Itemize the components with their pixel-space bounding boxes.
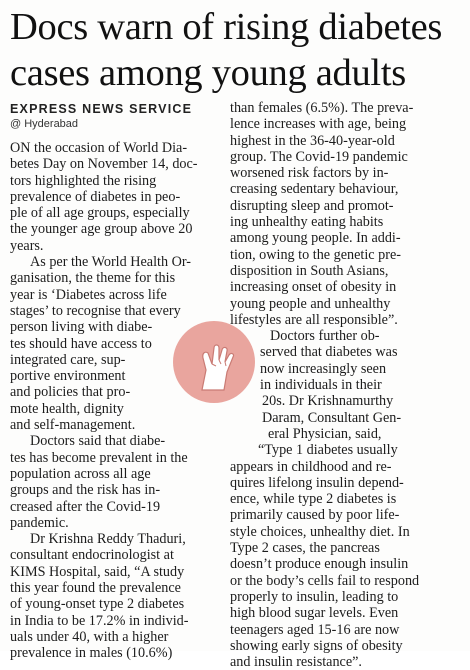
article-left-line: prevalence of diabetes in peo- [10, 188, 181, 205]
article-right-line: in individuals in their [260, 377, 382, 394]
article-left-line: the younger age group above 20 [10, 221, 193, 238]
article-right-line: worsened risk factors by in- [230, 165, 389, 182]
article-right-line: primarily caused by poor life- [230, 507, 400, 524]
byline: EXPRESS NEWS SERVICE [10, 102, 193, 116]
article-right-line: lifestyles are all responsible”. [230, 311, 398, 328]
article-right-line: showing early signs of obesity [230, 637, 403, 654]
dateline: @ Hyderabad [10, 118, 79, 130]
article-left-line: portive environment [10, 368, 126, 385]
article-right-line: group. The Covid-19 pandemic [230, 148, 408, 165]
article-left-line: this year found the prevalence [10, 580, 181, 597]
article-right-line: among young people. In addi- [230, 230, 401, 247]
article-left-line: ganisation, the theme for this [10, 270, 176, 287]
article-right-line: than females (6.5%). The preva- [230, 100, 414, 116]
article-left-line: uals under 40, with a higher [10, 628, 169, 645]
article-column-right [230, 100, 460, 670]
article-left-line: creased after the Covid-19 [10, 498, 161, 515]
article-left-line: groups and the risk has in- [10, 482, 161, 499]
article-right-line: creasing sedentary behaviour, [230, 181, 399, 198]
article-right-line: style choices, unhealthy diet. In [230, 523, 410, 540]
article-left-line: pandemic. [10, 514, 69, 531]
article-left-line: As per the World Health Or- [30, 254, 192, 271]
article-right-line: doesn’t produce enough insulin [230, 556, 409, 573]
article-left-line: mote health, dignity [10, 400, 124, 417]
article-right-line: lence increases with age, being [230, 116, 407, 133]
article-left-line: year is ‘Diabetes across life [10, 286, 167, 303]
article-right-line: “Type 1 diabetes usually [258, 442, 398, 459]
article-left-line: Dr Krishna Reddy Thaduri, [30, 531, 186, 548]
article-left-line: tors highlighted the rising [10, 172, 157, 189]
article-right-line: Daram, Consultant Gen- [262, 409, 402, 426]
headline-line-1: Docs warn of rising diabetes [10, 6, 443, 48]
article-right-line: ing unhealthy eating habits [230, 214, 384, 231]
article-right-line: served that diabetes was [260, 344, 398, 361]
article-right-line: disposition in South Asians, [230, 262, 389, 279]
article-left-line: ON the occasion of World Dia- [10, 140, 188, 156]
article-right-line: increasing onset of obesity in [230, 279, 397, 296]
article-left-line: tes has become prevalent in the [10, 449, 188, 466]
article-left-line: Doctors said that diabe- [30, 433, 166, 450]
article-left-line: betes Day on November 14, doc- [10, 156, 198, 173]
article-right-line: eral Physician, said, [268, 425, 382, 442]
article-right-line: high blood sugar levels. Even [230, 605, 399, 622]
headline-line-2: cases among young adults [10, 52, 406, 94]
article-right-line: now increasingly seen [260, 360, 387, 377]
article-right-line: properly to insulin, leading to [230, 588, 399, 605]
article-right-line: highest in the 36-40-year-old [230, 132, 395, 149]
article-left-line: and policies that pro- [10, 384, 131, 401]
article-left-line: in India to be 17.2% in individ- [10, 612, 189, 629]
article-left-line: population across all age [10, 465, 151, 482]
article-right-line: quires lifelong insulin depend- [230, 474, 404, 491]
article-right-line: Type 2 cases, the pancreas [230, 540, 380, 557]
article-right-line: appears in childhood and re- [230, 458, 392, 475]
article-left-line: prevalence in males (10.6%) [10, 645, 173, 662]
raised-fist-icon [172, 320, 256, 404]
article-left-line: consultant endocrinologist at [10, 547, 174, 564]
article-left-line: integrated care, sup- [10, 351, 126, 368]
article-left-line: ple of all age groups, especially [10, 205, 190, 222]
article-left-line: person living with diabe- [10, 319, 153, 336]
article-right-line: ence, while type 2 diabetes is [230, 491, 397, 508]
article-right-line: Doctors further ob- [270, 328, 380, 345]
article-right-line: young people and unhealthy [230, 295, 391, 312]
article-left-line: stages’ to recognise that every [10, 302, 181, 319]
article-right-line: tion, owing to the genetic pre- [230, 246, 401, 263]
article-right-line: disrupting sleep and promot- [230, 197, 394, 214]
article-right-line: 20s. Dr Krishnamurthy [262, 393, 394, 410]
article-right-line: and insulin resistance”. [230, 654, 362, 670]
headline [10, 4, 462, 96]
article-left-line: tes should have access to [10, 335, 152, 352]
article-left-line: KIMS Hospital, said, “A study [10, 563, 185, 580]
article-left-line: and self-management. [10, 417, 136, 434]
article-right-line: or the body’s cells fail to respond [230, 572, 420, 589]
article-left-line: years. [10, 237, 44, 254]
article-left-line: of young-onset type 2 diabetes [10, 596, 185, 613]
article-right-line: teenagers aged 15-16 are now [230, 621, 400, 638]
